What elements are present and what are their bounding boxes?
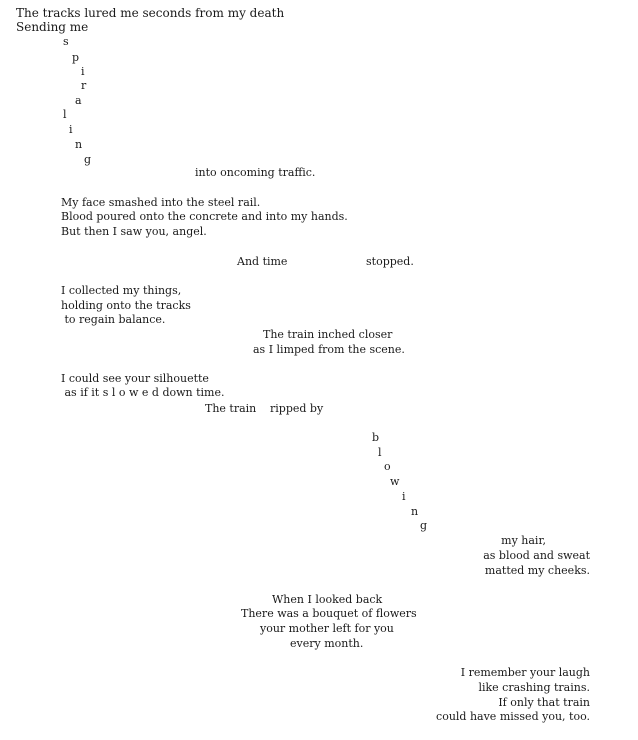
poem-line: I collected my things, [61,284,182,297]
poem-line: holding onto the tracks [61,299,191,312]
poem-line: The tracks lured me seconds from my death [16,6,285,20]
poem-line: my hair, [501,534,546,547]
poem-line: Blood poured onto the concrete and into my hands. [61,210,348,223]
spiral-letter: i [81,65,85,78]
poem-line: I could see your silhouette [61,372,209,385]
spiral-letter: r [81,79,87,92]
poem-line: Sending me [16,20,89,34]
cascade-letter: w [390,475,400,488]
spiral-letter: n [75,138,83,151]
poem-line: But then I saw you, angel. [61,225,207,238]
cascade-letter: g [420,519,428,532]
spiral-letter: i [69,123,73,136]
poem-line: to regain balance. [61,313,166,326]
spiral-letter: s [63,35,69,48]
spiral-letter: p [72,51,80,64]
poem-line: as I limped from the scene. [253,343,405,356]
cascade-letter: n [411,505,419,518]
cascade-letter: b [372,431,380,444]
poem-line: There was a bouquet of flowers [241,607,417,620]
poem-line: matted my cheeks. [484,564,590,577]
poem-line: ripped by [270,402,324,415]
poem-line: your mother left for you [260,622,394,635]
poem-line: The train [205,402,257,415]
poem-line: The train inched closer [263,328,393,341]
poem-line: If only that train [498,696,590,709]
poem-line: My face smashed into the steel rail. [61,196,261,209]
spiral-letter: l [63,108,67,121]
cascade-letter: l [378,446,382,459]
spiral-letter: g [84,153,92,166]
spiral-letter: a [75,94,82,107]
poem-line: When I looked back [272,593,383,606]
poem-line: I remember your laugh [460,666,590,679]
poem-line: as blood and sweat [483,549,590,562]
poem-line: stopped. [366,255,414,268]
poem-line: like crashing trains. [478,681,590,694]
cascade-letter: i [402,490,406,503]
poem-line: could have missed you, too. [436,710,590,723]
poem-line: And time [237,255,288,268]
poem-line: every month. [290,637,364,650]
cascade-letter: o [384,460,391,473]
poem-line: as if it s l o w e d down time. [61,386,225,399]
poem-line: into oncoming traffic. [195,166,316,179]
